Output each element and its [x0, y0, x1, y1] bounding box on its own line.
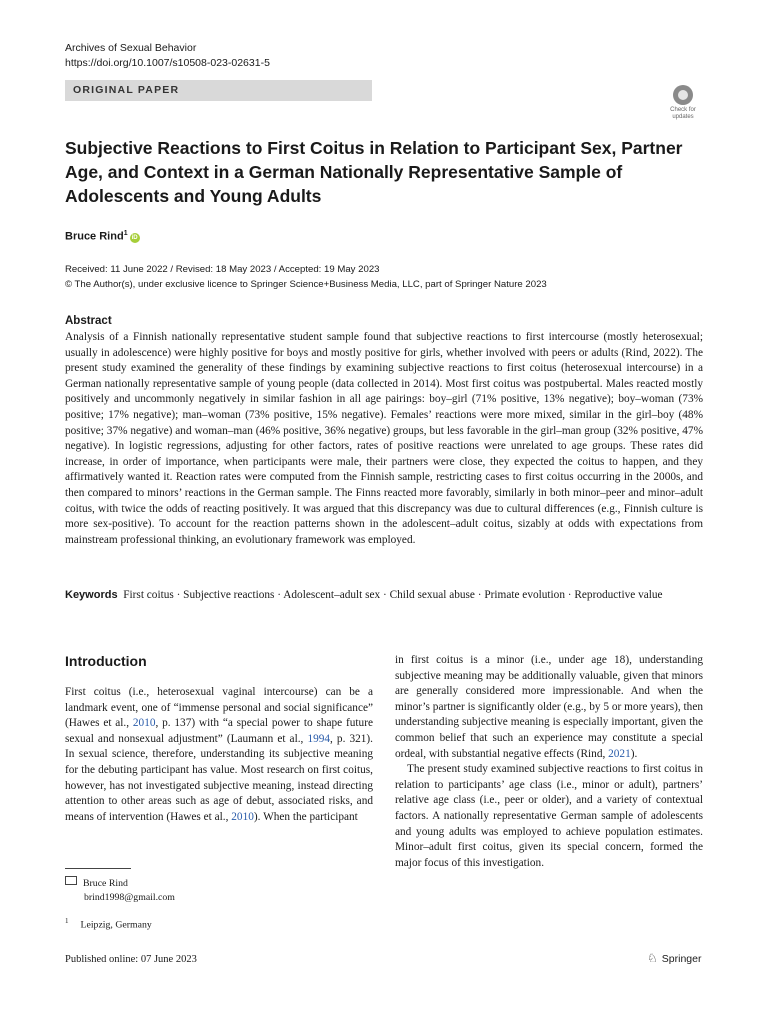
journal-header: [65, 41, 270, 71]
orcid-icon[interactable]: iD: [131, 234, 138, 241]
keywords-label: Keywords: [65, 589, 118, 601]
author-line: [65, 226, 140, 245]
contact-email[interactable]: brind1998@gmail.com: [84, 892, 175, 903]
keywords-list: First coitus · Subjective reactions · Adolescent–adult sex · Child sexual abuse · Primate evolution · Reproductive value: [123, 589, 663, 601]
author-name[interactable]: Bruce Rind: [65, 230, 124, 243]
contact-name: Bruce Rind: [83, 878, 128, 889]
abstract-text: Analysis of a Finnish nationally representative student sample found that subjective reactions to first intercourse (mostly heterosexual; usually in adolescence) were highly positive for boys and mostly positive for girls, whether involved with peers or adults (Rind, 2022). The present study examined the generality of these findings by examining subjective reactions to first coitus (heterosexual intercourse) in a German nationally representative sample of young people (data collected in 2014). Most first coitus was postpubertal. Males reacted mostly positively and uncommonly negatively in similar fashion in all age pairings: boy–girl (71% positive, 13% negative); boy–woman (73% positive; 17% negative); man–woman (73% positive, 15% negative). Females’ reactions were more mixed, similar in the girl–boy (48% positive; 37% negative) and woman–man (46% positive, 36% negative) groups, but less favorable in the girl–man group (32% positive, 47% negative). In logistic regressions, adjusting for other factors, rates of positive reactions were unrelated to age groups. These rates did increase, in order of importance, when participants were male, their partners were close, they expected the coitus to happen, and they affirmatively wanted it. Reaction rates were computed from the Finnish sample, restricting cases to first coitus occurring in the 2000s, and then compared to minors’ reactions in the German sample. The Finns reacted more favorably, similarly in both minor–peer and minor–adult coitus, with twice the odds of reacting positively. It was argued that this discrepancy was due to cultural differences (e.g., Finnish culture is more sex-positive). To account for the reaction patterns shown in the adolescent–adult coitus, sizably at odds with expectations from mainstream professional thinking, an evolutionary framework was employed.: [65, 331, 703, 546]
correspondence-note: [65, 876, 175, 905]
affiliation-number: 1: [65, 917, 69, 925]
check-for-updates-badge[interactable]: [662, 85, 704, 123]
paper-type-label: ORIGINAL PAPER: [73, 84, 180, 96]
envelope-icon: [65, 876, 77, 885]
citation-link[interactable]: 2021: [608, 747, 631, 760]
paper-title: Subjective Reactions to First Coitus in Relation to Participant Sex, Partner Age, and Context in a German Nationally Representative Sample of Adolescents and Young Adults: [65, 138, 683, 206]
affiliation-place: Leipzig, Germany: [80, 919, 152, 931]
introduction-heading: Introduction: [65, 653, 147, 669]
publisher-name: Springer: [661, 953, 702, 965]
badge-text: Check for updates: [670, 107, 696, 120]
publisher-logo: [647, 951, 701, 967]
intro-right-column: [395, 653, 703, 871]
citation-link[interactable]: 1994: [307, 732, 331, 745]
citation-link[interactable]: 2010: [231, 810, 254, 823]
affiliation-mark: 1: [123, 230, 128, 237]
published-date: Published online: 07 June 2023: [65, 954, 197, 965]
abstract-heading: Abstract: [65, 315, 112, 327]
keywords: [65, 588, 703, 604]
citation-link[interactable]: 2010: [132, 717, 156, 730]
date-history: Received: 11 June 2022 / Revised: 18 May 2023 / Accepted: 19 May 2023: [65, 264, 380, 275]
doi-link[interactable]: https://doi.org/10.1007/s10508-023-02631-5: [65, 57, 270, 69]
affiliation-note: [65, 914, 152, 932]
springer-horse-icon: ♘: [647, 951, 658, 965]
intro-left-column: [65, 685, 373, 825]
intro-paragraph: First coitus (i.e., heterosexual vaginal intercourse) can be a landmark event, one of “immense personal and social significance” (Hawes et al., 2010, p. 137) with “a special power to shape future sexual and nonsexual adjustment” (Laumann et al., 1994, p. 321). In sexual science, therefore, understanding its subjective meaning for the debuting participant has value. Most research on first coitus, however, has not investigated subjective meaning, instead directing attention to other areas such as age of debut, associated risks, and means of intervention (Hawes et al., 2010). When the participant: [65, 686, 373, 823]
footnote-divider: [65, 868, 131, 869]
intro-paragraph: in first coitus is a minor (i.e., under age 18), understanding subjective meaning may be additionally valuable, given that minors are generally considered more impressionable. And when the minor’s partner is significantly older (e.g., by 5 or more years), then understanding subjective meaning is especially important, given the common belief that such an experience may constitute a special ordeal, with substantial negative effects (Rind, 2021).: [395, 654, 703, 760]
intro-paragraph: The present study examined subjective reactions to first coitus in relation to participants’ age class (i.e., minor or adult), partners’ relative age class (i.e., peer or older), and a variety of contextual factors. A nationally representative German sample of adolescents and young adults was employed to achieve population estimates. Minor–adult first coitus, given its special concern, formed the major focus of this investigation.: [395, 763, 703, 869]
paper-type-band: [65, 80, 372, 101]
copyright-line: © The Author(s), under exclusive licence to Springer Science+Business Media, LLC, part of Springer Nature 2023: [65, 278, 547, 290]
check-updates-icon: [673, 85, 693, 105]
article-dates: [65, 263, 547, 292]
journal-name: Archives of Sexual Behavior: [65, 42, 197, 54]
